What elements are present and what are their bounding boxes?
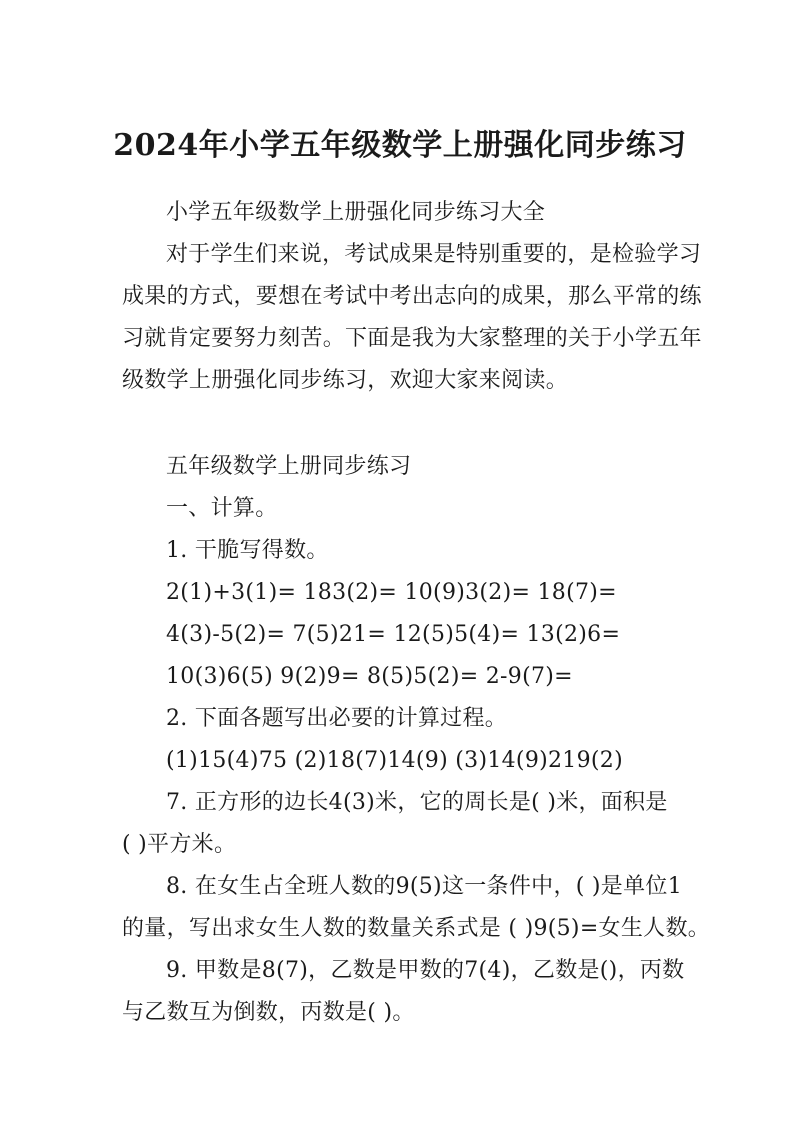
question-1-row-3: 10(3)6(5) 9(2)9= 8(5)5(2)= 2-9(7)= (166, 664, 573, 689)
intro-line-4: 级数学上册强化同步练习，欢迎大家来阅读。 (122, 368, 569, 393)
intro-line-2: 成果的方式，要想在考试中考出志向的成果，那么平常的练 (122, 284, 702, 309)
question-7-line-2: ( )平方米。 (122, 832, 237, 857)
intro-line-1: 对于学生们来说，考试成果是特别重要的，是检验学习 (166, 242, 702, 267)
intro-line-3: 习就肯定要努力刻苦。下面是我为大家整理的关于小学五年 (122, 326, 702, 351)
section-title: 五年级数学上册同步练习 (166, 454, 412, 479)
question-1-row-1: 2(1)+3(1)= 183(2)= 10(9)3(2)= 18(7)= (166, 580, 617, 605)
document-title: 2024年小学五年级数学上册强化同步练习 (113, 128, 687, 163)
subtitle: 小学五年级数学上册强化同步练习大全 (166, 200, 546, 225)
part-one-heading: 一、计算。 (166, 496, 278, 521)
question-9-line-1: 9. 甲数是8(7)，乙数是甲数的7(4)，乙数是()，丙数 (166, 958, 685, 983)
question-1-row-2: 4(3)-5(2)= 7(5)21= 12(5)5(4)= 13(2)6= (166, 622, 621, 647)
question-9-line-2: 与乙数互为倒数，丙数是( )。 (122, 1000, 415, 1025)
question-2-label: 2. 下面各题写出必要的计算过程。 (166, 706, 508, 731)
question-7-line-1: 7. 正方形的边长4(3)米，它的周长是( )米，面积是 (166, 790, 668, 815)
question-1-label: 1. 干脆写得数。 (166, 538, 329, 563)
question-2-row: (1)15(4)75 (2)18(7)14(9) (3)14(9)219(2) (166, 748, 623, 773)
question-8-line-2: 的量，写出求女生人数的数量关系式是 ( )9(5)=女生人数。 (122, 916, 711, 941)
question-8-line-1: 8. 在女生占全班人数的9(5)这一条件中，( )是单位1 (166, 874, 683, 899)
